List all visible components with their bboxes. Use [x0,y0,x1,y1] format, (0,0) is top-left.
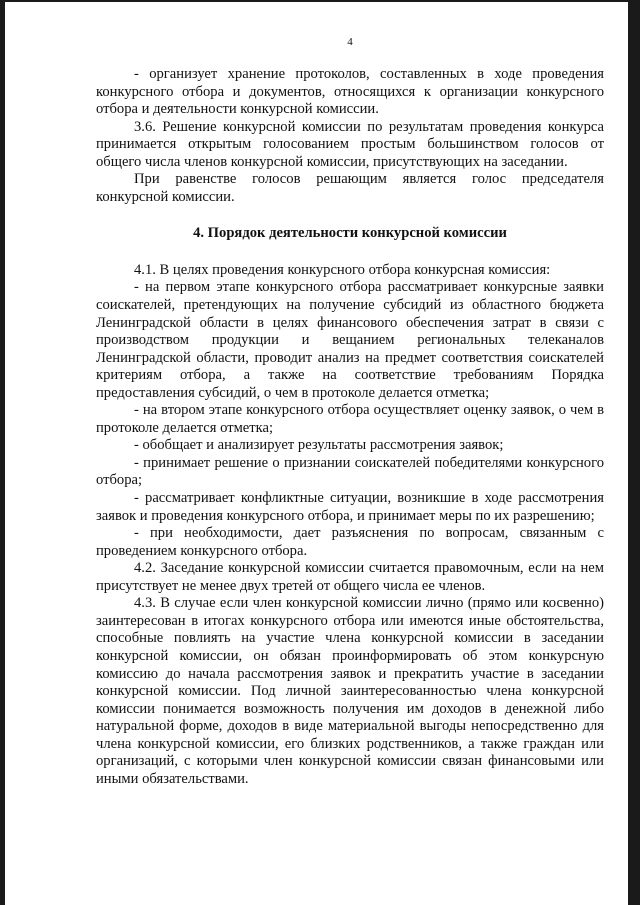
paragraph: 3.6. Решение конкурсной комиссии по результатам проведения конкурса принимается открытым голосованием простым большинством голосов от общего числа членов конкурсной комиссии, присутствующих на заседании. [96,118,604,170]
scan-edge-top [0,0,640,2]
list-item: - при необходимости, дает разъяснения по вопросам, связанным с проведением конкурсного отбора. [96,525,604,559]
paragraph: При равенстве голосов решающим является голос председателя конкурсной комиссии. [96,171,604,205]
list-item: - рассматривает конфликтные ситуации, возникшие в ходе рассмотрения заявок и проведения конкурсного отбора, и принимает меры по их разрешению; [96,490,604,524]
scan-edge-left [0,0,5,905]
section-3-continuation [96,66,604,206]
paragraph: 4.1. В целях проведения конкурсного отбора конкурсная комиссия: [134,261,551,278]
paragraph: 4.3. В случае если член конкурсной комиссии лично (прямо или косвенно) заинтересован в итогах конкурсного отбора или имеются иные обстоятельства, способные повлиять на участие члена конкурсной комиссии в заседании конкурсной комиссии, он обязан проинформировать об этом конкурсную комиссию до начала рассмотрения заявок и прекратить участие в заседании конкурсной комиссии. Под личной заинтересованностью члена конкурсной комиссии понимается возможность получения им доходов в денежной либо натуральной форме, доходов в виде материальной выгоды непосредственно для члена конкурсной комиссии, его близких родственников, а также граждан или организаций, с которыми член конкурсной комиссии связан финансовыми или иными обязательствами. [96,595,604,787]
list-item: - обобщает и анализирует результаты рассмотрения заявок; [134,437,504,454]
document-page [96,35,604,788]
page-number: 4 [347,36,353,48]
scan-edge-right [628,0,640,905]
section-4-body [96,262,604,788]
list-item: - на втором этапе конкурсного отбора осуществляет оценку заявок, о чем в протоколе делается отметка; [96,402,604,436]
list-item: - на первом этапе конкурсного отбора рассматривает конкурсные заявки соискателей, претендующих на получение субсидий из областного бюджета Ленинградской области в целях финансового обеспечения затрат в связи с производством продукции и вещанием региональных телеканалов Ленинградской области, проводит анализ на предмет соответствия соискателей критериям отбора, а также на соответствие требованиям Порядка предоставления субсидий, о чем в протоколе делается отметка; [96,279,604,401]
list-item: - принимает решение о признании соискателей победителями конкурсного отбора; [96,454,604,489]
section-heading: 4. Порядок деятельности конкурсной комиссии [193,225,507,242]
paragraph: - организует хранение протоколов, составленных в ходе проведения конкурсного отбора и документов, относящихся к организации конкурсного отбора и деятельности конкурсной комиссии. [96,66,604,118]
paragraph: 4.2. Заседание конкурсной комиссии считается правомочным, если на нем присутствует не менее двух третей от общего числа ее членов. [96,560,604,594]
